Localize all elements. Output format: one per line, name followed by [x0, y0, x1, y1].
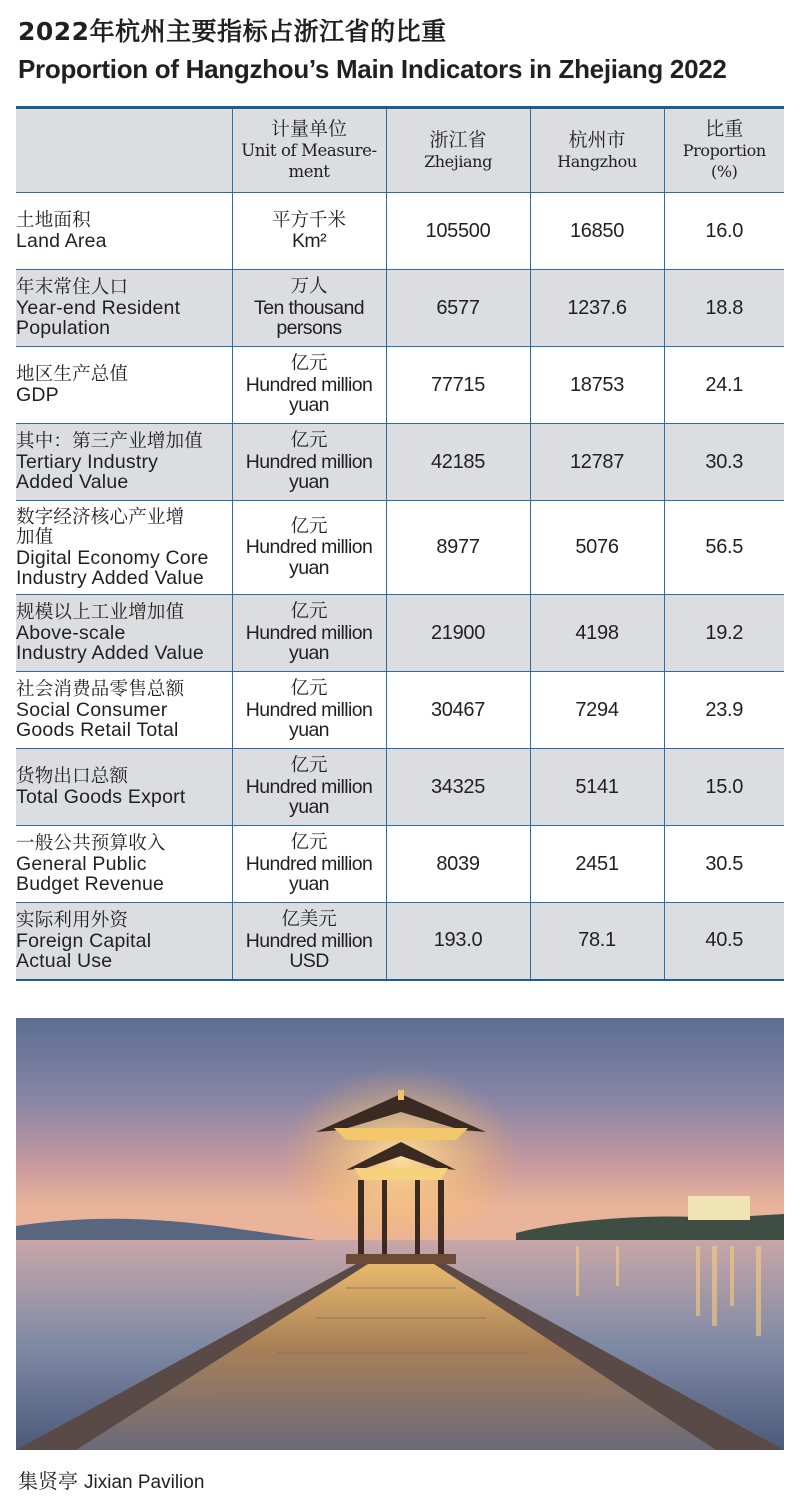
unit-cell: 平方千米 Km²: [232, 193, 386, 270]
caption-chinese: 集贤亭: [18, 1469, 78, 1493]
zhejiang-value: 105500: [386, 193, 530, 270]
table-row: [16, 347, 784, 424]
unit-cell: 亿元 Hundred million yuan: [232, 749, 386, 826]
hangzhou-value: 78.1: [530, 903, 664, 980]
proportion-value: 30.3: [664, 424, 784, 501]
page-title: [18, 16, 788, 86]
proportion-value: 56.5: [664, 501, 784, 595]
table-body: [16, 193, 784, 980]
indicator-label: 规模以上工业增加值 Above-scale Industry Added Value: [16, 595, 232, 672]
proportion-value: 19.2: [664, 595, 784, 672]
header-proportion: 比重 Proportion (%): [664, 108, 784, 193]
proportion-value: 18.8: [664, 270, 784, 347]
hangzhou-value: 12787: [530, 424, 664, 501]
hangzhou-value: 2451: [530, 826, 664, 903]
header-hangzhou: 杭州市 Hangzhou: [530, 108, 664, 193]
title-english: Proportion of Hangzhou’s Main Indicators in Zhejiang 2022: [18, 54, 727, 84]
hangzhou-value: 16850: [530, 193, 664, 270]
proportion-value: 16.0: [664, 193, 784, 270]
table-row: [16, 595, 784, 672]
zhejiang-value: 21900: [386, 595, 530, 672]
table-row: [16, 501, 784, 595]
title-chinese: 2022年杭州主要指标占浙江省的比重: [18, 17, 447, 46]
proportion-value: 24.1: [664, 347, 784, 424]
indicator-label: 货物出口总额 Total Goods Export: [16, 749, 232, 826]
header-zhejiang: 浙江省 Zhejiang: [386, 108, 530, 193]
proportion-value: 15.0: [664, 749, 784, 826]
zhejiang-value: 42185: [386, 424, 530, 501]
proportion-value: 40.5: [664, 903, 784, 980]
hangzhou-value: 1237.6: [530, 270, 664, 347]
zhejiang-value: 30467: [386, 672, 530, 749]
caption-english: Jixian Pavilion: [84, 1472, 205, 1493]
table-header-row: [16, 108, 784, 193]
unit-cell: 亿元 Hundred million yuan: [232, 595, 386, 672]
header-unit: 计量单位 Unit of Measure- ment: [232, 108, 386, 193]
unit-cell: 亿元 Hundred million yuan: [232, 501, 386, 595]
hangzhou-value: 18753: [530, 347, 664, 424]
indicator-label: 其中：第三产业增加值 Tertiary Industry Added Value: [16, 424, 232, 501]
indicator-label: 数字经济核心产业增 加值 Digital Economy Core Industry Added Value: [16, 501, 232, 595]
table-row: [16, 749, 784, 826]
zhejiang-value: 6577: [386, 270, 530, 347]
hangzhou-value: 4198: [530, 595, 664, 672]
zhejiang-value: 193.0: [386, 903, 530, 980]
table-row: [16, 826, 784, 903]
zhejiang-value: 8977: [386, 501, 530, 595]
hangzhou-value: 5076: [530, 501, 664, 595]
unit-cell: 亿美元 Hundred million USD: [232, 903, 386, 980]
indicator-label: 一般公共预算收入 General Public Budget Revenue: [16, 826, 232, 903]
unit-cell: 亿元 Hundred million yuan: [232, 424, 386, 501]
zhejiang-value: 34325: [386, 749, 530, 826]
indicator-label: 地区生产总值 GDP: [16, 347, 232, 424]
indicator-label: 社会消费品零售总额 Social Consumer Goods Retail Total: [16, 672, 232, 749]
indicator-label: 实际利用外资 Foreign Capital Actual Use: [16, 903, 232, 980]
table-row: [16, 424, 784, 501]
unit-cell: 亿元 Hundred million yuan: [232, 826, 386, 903]
unit-cell: 万人 Ten thousand persons: [232, 270, 386, 347]
unit-cell: 亿元 Hundred million yuan: [232, 672, 386, 749]
hangzhou-value: 5141: [530, 749, 664, 826]
zhejiang-value: 8039: [386, 826, 530, 903]
proportion-value: 30.5: [664, 826, 784, 903]
table-row: [16, 672, 784, 749]
indicators-table: [16, 106, 784, 981]
indicator-label: 年末常住人口 Year-end Resident Population: [16, 270, 232, 347]
proportion-value: 23.9: [664, 672, 784, 749]
header-indicator: [16, 108, 232, 193]
photo-caption: [18, 1468, 204, 1496]
table-row: [16, 903, 784, 980]
zhejiang-value: 77715: [386, 347, 530, 424]
table-row: [16, 270, 784, 347]
table-row: [16, 193, 784, 270]
jixian-pavilion-photo: [16, 1018, 784, 1450]
indicator-label: 土地面积 Land Area: [16, 193, 232, 270]
hangzhou-value: 7294: [530, 672, 664, 749]
unit-cell: 亿元 Hundred million yuan: [232, 347, 386, 424]
